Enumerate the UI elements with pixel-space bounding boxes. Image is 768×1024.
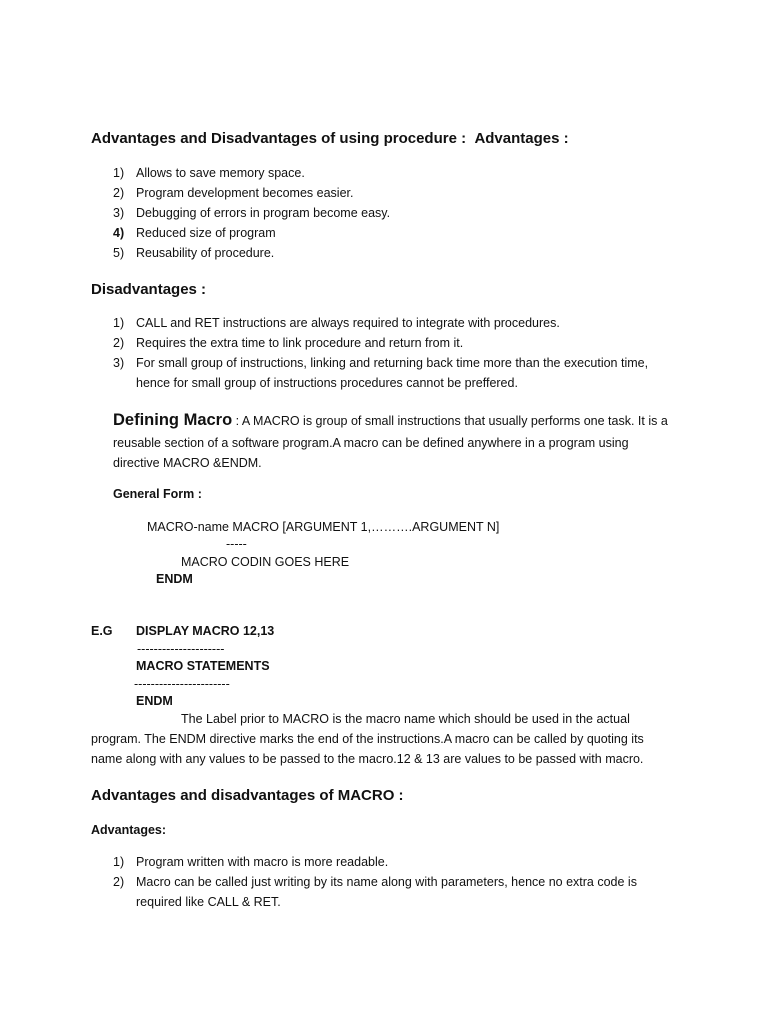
- list-number: 1): [113, 855, 125, 869]
- list-item-continuation: hence for small group of instructions procedures cannot be preffered.: [136, 376, 518, 390]
- macro-definition-line3: directive MACRO &ENDM.: [113, 456, 262, 470]
- defining-macro-title: Defining Macro: [113, 411, 233, 429]
- macro-definition-line2: reusable section of a software program.A macro can be defined anywhere in a program using: [113, 436, 629, 450]
- list-item: Program development becomes easier.: [136, 186, 354, 200]
- list-item: CALL and RET instructions are always required to integrate with procedures.: [136, 316, 560, 330]
- general-form-dashes: -----: [226, 537, 247, 551]
- macro-definition-line1: [113, 410, 668, 431]
- example-endm: ENDM: [136, 694, 173, 708]
- list-number: 2): [113, 186, 125, 200]
- list-item: Reduced size of program: [136, 226, 276, 240]
- list-number: 2): [113, 875, 125, 889]
- example-paragraph-line3: name along with any values to be passed to the macro.12 & 13 are values to be passed with macro.: [91, 752, 644, 766]
- list-number: 1): [113, 316, 125, 330]
- procedure-heading: [91, 130, 569, 147]
- list-number: 3): [113, 206, 125, 220]
- example-statements: MACRO STATEMENTS: [136, 659, 270, 673]
- list-number: 1): [113, 166, 125, 180]
- list-number: 3): [113, 356, 125, 370]
- example-dashes1: ---------------------: [137, 642, 225, 656]
- procedure-heading-text: Advantages and Disadvantages of using procedure :: [91, 130, 467, 147]
- list-number: 4): [113, 226, 125, 240]
- list-item: Program written with macro is more readable.: [136, 855, 389, 869]
- list-item: For small group of instructions, linking and returning back time more than the execution time,: [136, 356, 649, 370]
- macro-advantages-heading: Advantages and disadvantages of MACRO :: [91, 787, 404, 804]
- list-item: Macro can be called just writing by its name along with parameters, hence no extra code is: [136, 875, 637, 889]
- example-label: E.G: [91, 624, 113, 638]
- list-item: Debugging of errors in program become easy.: [136, 206, 391, 220]
- example-dashes2: -----------------------: [134, 677, 230, 691]
- list-item: Allows to save memory space.: [136, 166, 305, 180]
- macro-definition-text: : A MACRO is group of small instructions that usually performs one task. It is a: [232, 414, 668, 428]
- example-line1: DISPLAY MACRO 12,13: [136, 624, 275, 638]
- list-number: 5): [113, 246, 125, 260]
- general-form-line2: MACRO CODIN GOES HERE: [181, 555, 350, 569]
- general-form-endm: ENDM: [156, 572, 193, 586]
- list-item-continuation: required like CALL & RET.: [136, 895, 281, 909]
- advantages-inline-heading: Advantages :: [474, 130, 569, 147]
- macro-advantages-label: Advantages:: [91, 823, 167, 837]
- list-item: Reusability of procedure.: [136, 246, 275, 260]
- general-form-line1: MACRO-name MACRO [ARGUMENT 1,……….ARGUMENT N]: [147, 520, 500, 534]
- list-item: Requires the extra time to link procedure and return from it.: [136, 336, 464, 350]
- example-paragraph-line1: The Label prior to MACRO is the macro name which should be used in the actual: [181, 712, 630, 726]
- example-paragraph-line2: program. The ENDM directive marks the end of the instructions.A macro can be called by quoting its: [91, 732, 644, 746]
- list-number: 2): [113, 336, 125, 350]
- general-form-label: General Form :: [113, 487, 202, 501]
- disadvantages-heading: Disadvantages :: [91, 281, 207, 298]
